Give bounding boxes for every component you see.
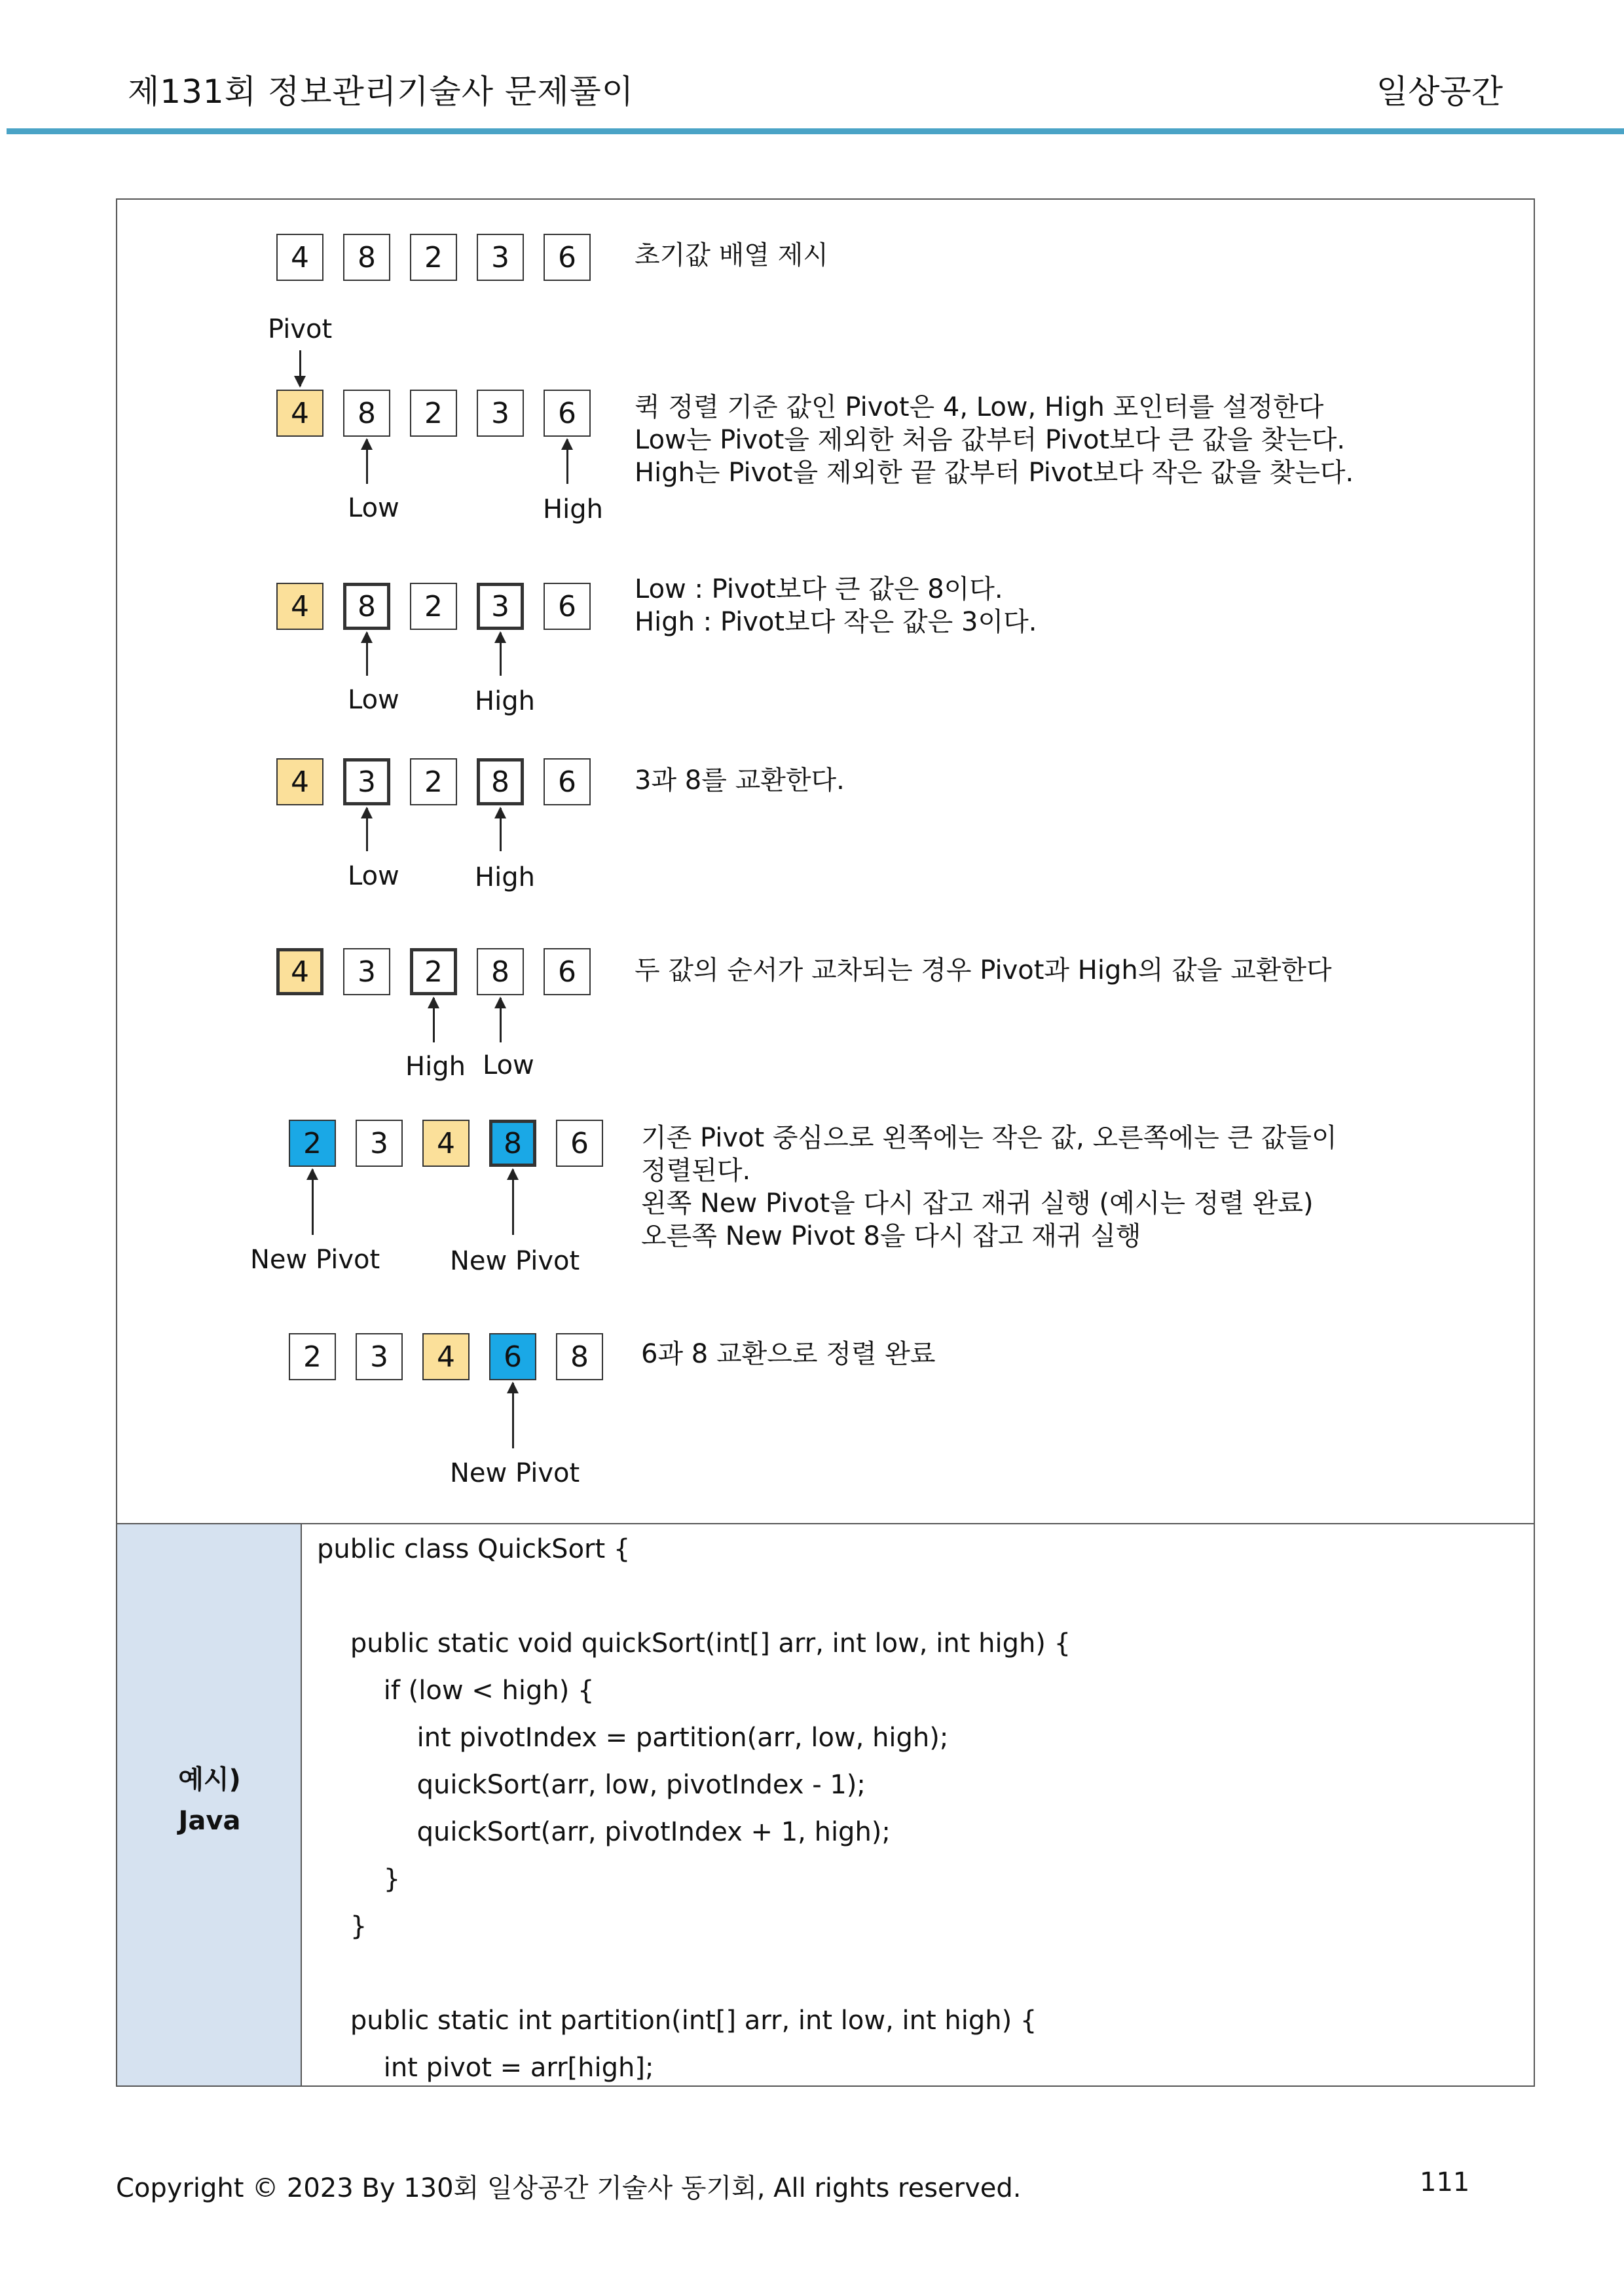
array-cell: 2 bbox=[410, 234, 457, 281]
content-frame bbox=[116, 198, 1535, 2087]
code-line: quickSort(arr, pivotIndex + 1, high); bbox=[317, 1817, 891, 1847]
array-cell: 6 bbox=[544, 234, 591, 281]
high-arrow bbox=[500, 808, 502, 851]
quicksort-diagram bbox=[117, 200, 1534, 1523]
low-label: Low bbox=[348, 685, 399, 715]
description-line: Low는 Pivot을 제외한 처음 값부터 Pivot보다 큰 값을 찾는다. bbox=[635, 425, 1346, 455]
high-label: High bbox=[475, 686, 535, 716]
description-line: 6과 8 교환으로 정렬 완료 bbox=[641, 1339, 936, 1369]
array-cell-old-pivot: 4 bbox=[422, 1333, 470, 1380]
description-line: 왼쪽 New Pivot을 다시 잡고 재귀 실행 (예시는 정렬 완료) bbox=[641, 1188, 1314, 1219]
step-description bbox=[635, 764, 845, 797]
step-description bbox=[641, 1122, 1337, 1253]
array-cell: 6 bbox=[544, 390, 591, 437]
code-line: int pivotIndex = partition(arr, low, high); bbox=[317, 1723, 949, 1753]
array-cell: 6 bbox=[544, 948, 591, 995]
description-line: 두 값의 순서가 교차되는 경우 Pivot과 High의 값을 교환한다 bbox=[635, 955, 1332, 985]
description-line: 퀵 정렬 기준 값인 Pivot은 4, Low, High 포인터를 설정한다 bbox=[635, 392, 1324, 422]
new-pivot-arrow bbox=[512, 1383, 514, 1448]
array-cell: 3 bbox=[356, 1333, 403, 1380]
new-pivot-label: New Pivot bbox=[250, 1245, 380, 1275]
pivot-label: Pivot bbox=[268, 314, 333, 344]
step-description bbox=[635, 239, 828, 272]
array-cell: 2 bbox=[410, 390, 457, 437]
array-cell-low: 3 bbox=[343, 758, 390, 805]
array-cell: 3 bbox=[356, 1120, 403, 1167]
low-arrow bbox=[366, 633, 368, 676]
low-arrow bbox=[366, 808, 368, 851]
page-header-right: 일상공간 bbox=[1376, 73, 1503, 111]
array-cell-new-pivot: 8 bbox=[489, 1120, 536, 1167]
array-cell-high: 3 bbox=[477, 583, 524, 630]
high-arrow bbox=[566, 439, 568, 484]
code-line: public static int partition(int[] arr, int low, int high) { bbox=[317, 2006, 1037, 2036]
low-label: Low bbox=[348, 861, 399, 891]
high-arrow bbox=[500, 633, 502, 676]
step-description bbox=[641, 1338, 936, 1370]
array-cell: 6 bbox=[544, 583, 591, 630]
array-cell: 6 bbox=[556, 1120, 603, 1167]
high-label: High bbox=[405, 1052, 466, 1082]
array-cell-new-pivot: 6 bbox=[489, 1333, 536, 1380]
code-line: quickSort(arr, low, pivotIndex - 1); bbox=[317, 1770, 866, 1800]
code-label-cell bbox=[117, 1524, 302, 2085]
step-description bbox=[635, 954, 1332, 987]
array-cell: 3 bbox=[343, 948, 390, 995]
code-line: if (low < high) { bbox=[317, 1676, 595, 1706]
code-line: public static void quickSort(int[] arr, int low, int high) { bbox=[317, 1628, 1071, 1659]
array-cell-high: 8 bbox=[477, 758, 524, 805]
code-line: int pivot = arr[high]; bbox=[317, 2053, 654, 2083]
step-description bbox=[635, 391, 1354, 489]
description-line: 3과 8를 교환한다. bbox=[635, 765, 845, 796]
array-cell: 8 bbox=[556, 1333, 603, 1380]
new-pivot-arrow bbox=[312, 1169, 314, 1235]
description-line: High : Pivot보다 작은 값은 3이다. bbox=[635, 607, 1037, 637]
description-line: High는 Pivot을 제외한 끝 값부터 Pivot보다 작은 값을 찾는다. bbox=[635, 458, 1354, 488]
low-arrow bbox=[500, 998, 502, 1042]
description-line: 오른쪽 New Pivot 8을 다시 잡고 재귀 실행 bbox=[641, 1221, 1141, 1251]
page-header-title: 제131회 정보관리기술사 문제풀이 bbox=[128, 73, 635, 111]
high-arrow bbox=[433, 998, 435, 1042]
array-cell: 3 bbox=[477, 390, 524, 437]
array-cell: 8 bbox=[343, 234, 390, 281]
array-cell: 3 bbox=[477, 234, 524, 281]
header-rule bbox=[7, 128, 1624, 134]
array-cell: 2 bbox=[410, 758, 457, 805]
code-label-line2: Java bbox=[178, 1806, 241, 1836]
low-label: Low bbox=[348, 493, 399, 523]
array-cell-pivot: 4 bbox=[276, 758, 323, 805]
high-label: High bbox=[543, 494, 603, 524]
code-label-line1: 예시) bbox=[178, 1765, 241, 1795]
array-cell-low: 8 bbox=[343, 583, 390, 630]
array-cell-pivot: 4 bbox=[276, 583, 323, 630]
description-line: Low : Pivot보다 큰 값은 8이다. bbox=[635, 574, 1003, 604]
array-cell-low: 8 bbox=[477, 948, 524, 995]
array-cell-high: 2 bbox=[410, 948, 457, 995]
code-line: } bbox=[317, 1864, 401, 1894]
high-label: High bbox=[475, 862, 535, 892]
code-line: } bbox=[317, 1911, 367, 1941]
description-line: 기존 Pivot 중심으로 왼쪽에는 작은 값, 오른쪽에는 큰 값들이 bbox=[641, 1123, 1337, 1153]
copyright-footer: Copyright © 2023 By 130회 일상공간 기술사 동기회, All rights reserved. bbox=[116, 2173, 1022, 2203]
array-cell-old-pivot: 4 bbox=[422, 1120, 470, 1167]
new-pivot-arrow bbox=[512, 1169, 514, 1235]
low-label: Low bbox=[483, 1050, 534, 1080]
array-cell-pivot: 4 bbox=[276, 948, 323, 995]
page-number: 111 bbox=[1420, 2167, 1470, 2197]
code-line: public class QuickSort { bbox=[317, 1534, 631, 1564]
new-pivot-label: New Pivot bbox=[450, 1458, 580, 1488]
table-divider bbox=[117, 1523, 1534, 1524]
array-cell: 8 bbox=[343, 390, 390, 437]
array-cell: 2 bbox=[289, 1333, 336, 1380]
array-cell-pivot: 4 bbox=[276, 390, 323, 437]
array-cell-new-pivot: 2 bbox=[289, 1120, 336, 1167]
description-line: 정렬된다. bbox=[641, 1156, 751, 1186]
array-cell: 2 bbox=[410, 583, 457, 630]
array-cell: 6 bbox=[544, 758, 591, 805]
description-line: 초기값 배열 제시 bbox=[635, 240, 828, 270]
low-arrow bbox=[366, 439, 368, 484]
step-description bbox=[635, 573, 1037, 638]
array-cell: 4 bbox=[276, 234, 323, 281]
pivot-arrow bbox=[299, 350, 301, 386]
new-pivot-label: New Pivot bbox=[450, 1246, 580, 1276]
